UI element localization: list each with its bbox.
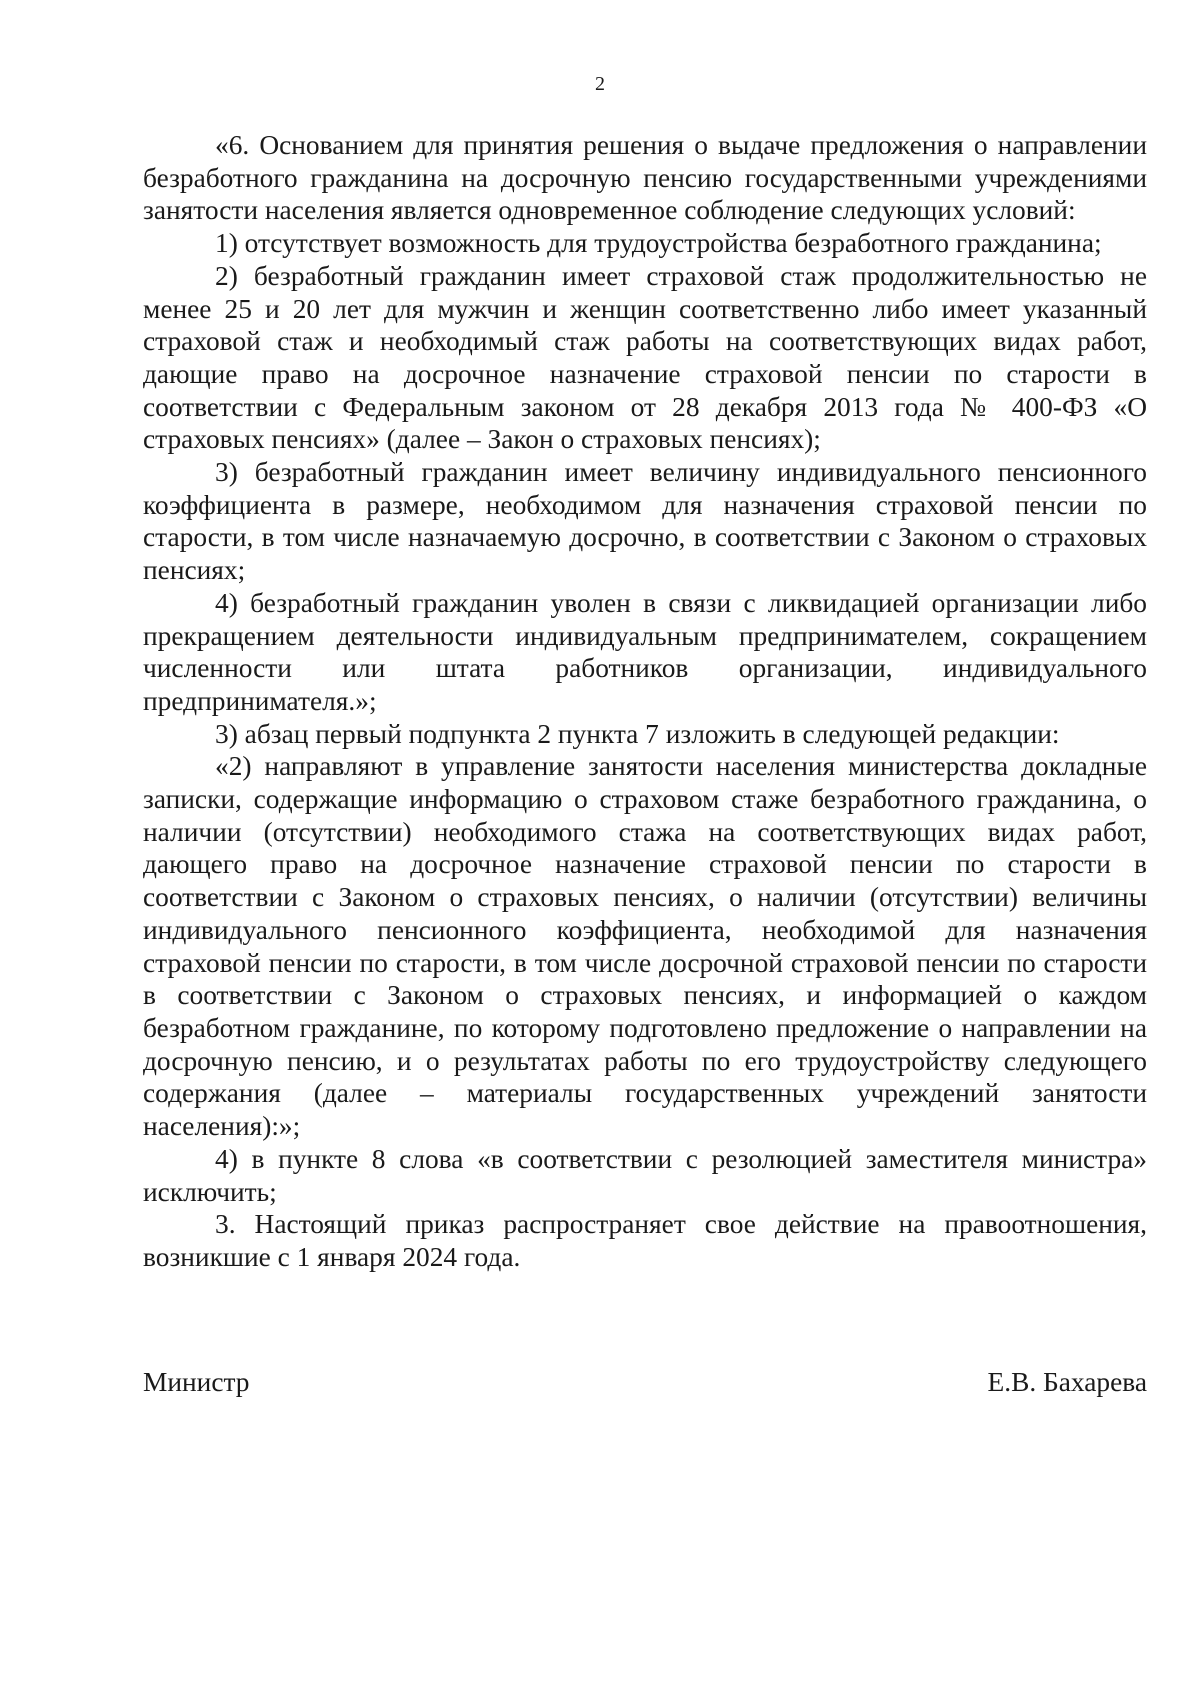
paragraph-amendment-3: 3) абзац первый подпункта 2 пункта 7 изложить в следующей редакции: [215, 718, 1060, 749]
paragraph-subclause-2: «2) направляют в управление занятости населения министерства докладные записки, содержащие информацию о страховом стаже безработного гражданина, о наличии (отсутствии) необходимого стажа на соответствующих видах работ, дающего право на досрочное назначение страховой пенсии по старости в соответствии с Законом о страховых пенсиях, о наличии (отсутствии) величины индивидуального пенсионного коэффициента, необходимой для назначения страховой пенсии по старости, в том числе досрочной страховой пенсии по старости в соответствии с Законом о страховых пенсиях, и информацией о каждом безработном гражданине, по которому подготовлено предложение о направлении на досрочную пенсию, и о результатах работы по его трудоустройству следующего содержания (далее – материалы государственных учреждений занятости населения):»; [143, 751, 1147, 1142]
paragraph-condition-2: 2) безработный гражданин имеет страховой стаж продолжительностью не менее 25 и 20 лет для мужчин и женщин соответственно либо имеет указанный страховой стаж и необходимый стаж работы на соответствующих видах работ, дающие право на досрочное назначение страховой пенсии по старости в соответствии с Федеральным законом от 28 декабря 2013 года № 400-ФЗ «О страховых пенсиях» (далее – Закон о страховых пенсиях); [143, 260, 1147, 455]
paragraph-condition-1: 1) отсутствует возможность для трудоустройства безработного гражданина; [215, 228, 1102, 259]
paragraph-condition-3: 3) безработный гражданин имеет величину индивидуального пенсионного коэффициента в размере, необходимом для назначения страховой пенсии по старости, в том числе назначаемую досрочно, в соответствии с Законом о страховых пенсиях; [143, 457, 1147, 586]
document-body [143, 129, 1147, 1274]
signatory-name: Е.В. Бахарева [987, 1367, 1147, 1397]
paragraph-condition-4: 4) безработный гражданин уволен в связи с ликвидацией организации либо прекращением деятельности индивидуальным предпринимателем, сокращением численности или штата работников организации, индивидуального предпринимателя.»; [143, 587, 1147, 716]
page-number: 2 [595, 73, 605, 95]
paragraph-effective-date: 3. Настоящий приказ распространяет свое действие на правоотношения, возникшие с 1 января 2024 года. [143, 1209, 1147, 1272]
paragraph-amendment-4: 4) в пункте 8 слова «в соответствии с резолюцией заместителя министра» исключить; [143, 1143, 1147, 1207]
paragraph-clause-6: «6. Основанием для принятия решения о выдаче предложения о направлении безработного гражданина на досрочную пенсию государственными учреждениями занятости населения является одновременное соблюдение следующих условий: [143, 130, 1147, 226]
signatory-title: Министр [143, 1367, 250, 1397]
signature-block [143, 1366, 1147, 1399]
